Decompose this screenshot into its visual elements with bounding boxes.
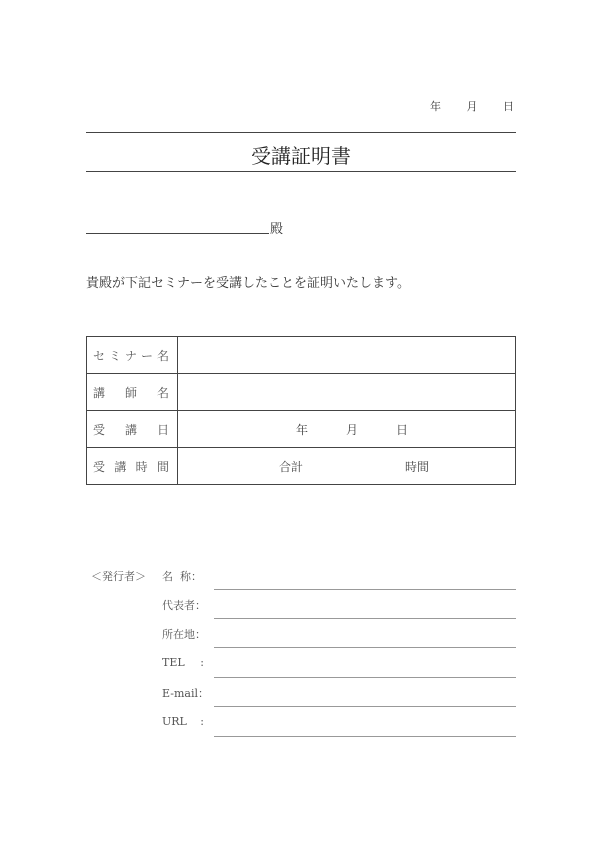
issuer-address-row	[162, 626, 516, 648]
title-bottom-rule	[86, 171, 516, 172]
issuer-email-row	[162, 685, 516, 707]
issuer-representative-label: 代表者：	[162, 599, 206, 612]
addressee-name-line	[86, 233, 269, 234]
issuer-tel-row	[162, 656, 516, 678]
issuer-email-line	[214, 706, 516, 707]
page-title: 受講証明書	[251, 144, 351, 168]
table-row-instructor	[87, 374, 516, 411]
instructor-value	[178, 374, 516, 411]
issuer-name-label: 名 称：	[162, 570, 202, 583]
table-row-date	[87, 411, 516, 448]
certification-statement: 貴殿が下記セミナーを受講したことを証明いたします。	[86, 276, 410, 291]
issuer-name-line	[214, 589, 516, 590]
attendance-hours-value: 合計 時間	[178, 448, 516, 485]
issuer-representative-row	[162, 597, 516, 619]
seminar-name-label: セ ミ ナ ー 名	[87, 337, 178, 374]
attendance-date-value: 年 月 日	[178, 411, 516, 448]
issuer-heading: ＜発行者＞	[91, 570, 146, 583]
date-month: 月	[466, 100, 478, 113]
issuer-tel-line	[214, 677, 516, 678]
instructor-label: 講 師 名	[87, 374, 178, 411]
title-top-rule	[86, 132, 516, 133]
issuer-address-line	[214, 647, 516, 648]
issuer-url-label: URL :	[162, 715, 204, 728]
issuer-url-line	[214, 736, 516, 737]
table-row-hours	[87, 448, 516, 485]
date-day: 日	[503, 100, 514, 113]
addressee-suffix: 殿	[270, 222, 284, 237]
issuer-representative-line	[214, 618, 516, 619]
table-row-seminar-name	[87, 337, 516, 374]
issuer-address-label: 所在地：	[162, 628, 206, 641]
attendance-hours-label: 受 講 時 間	[87, 448, 178, 485]
seminar-name-value	[178, 337, 516, 374]
seminar-info-table	[86, 336, 516, 485]
issuer-email-label: E-mail：	[162, 687, 209, 700]
issue-date	[408, 98, 514, 114]
issuer-tel-label: TEL :	[162, 656, 204, 669]
issuer-name-row	[162, 568, 516, 590]
issuer-url-row	[162, 715, 516, 737]
attendance-date-label: 受 講 日	[87, 411, 178, 448]
date-year: 年	[430, 100, 441, 113]
